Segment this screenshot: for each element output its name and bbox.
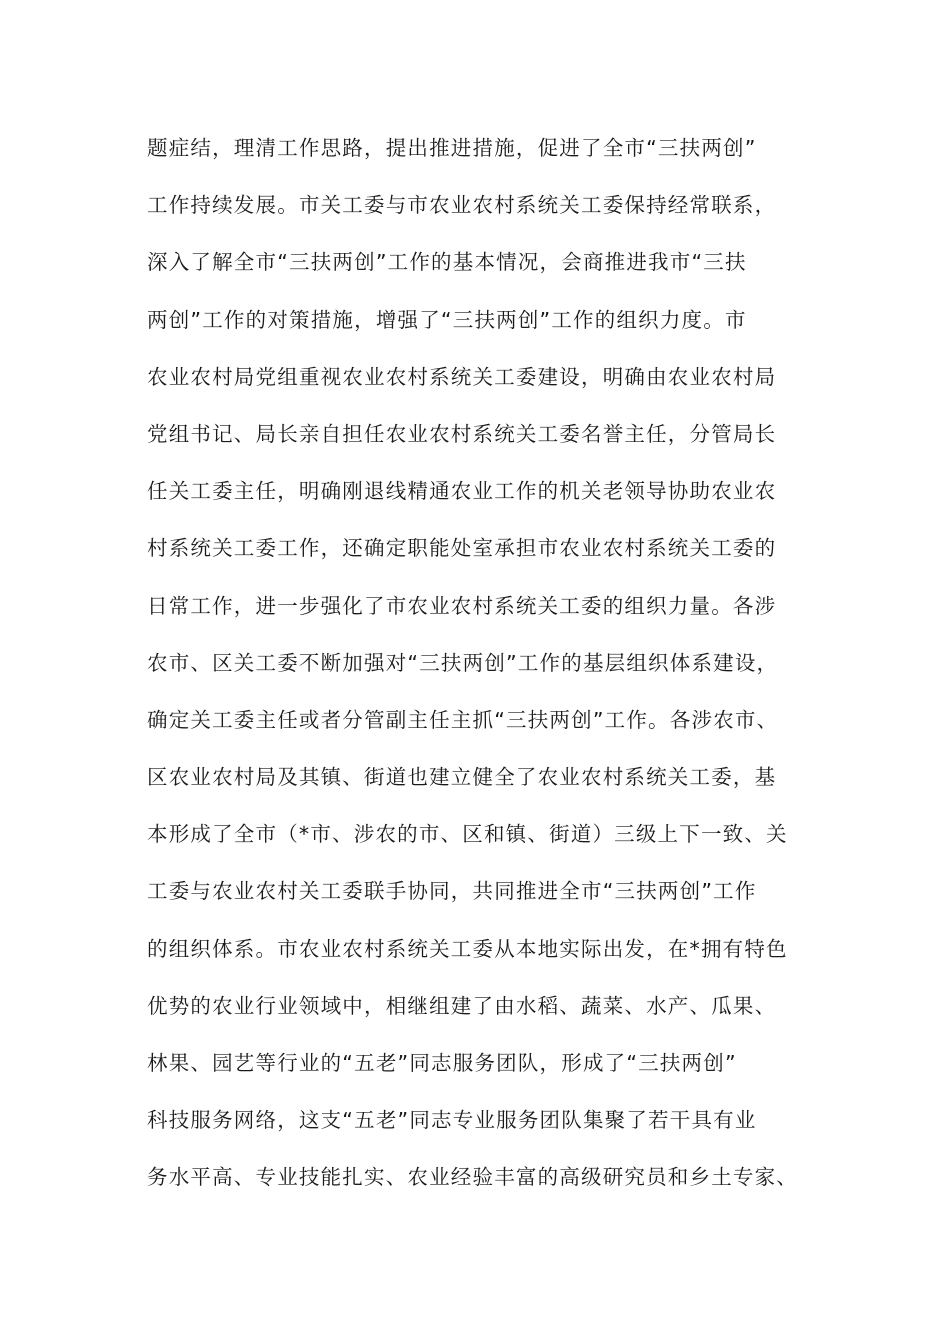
text-line: 确定关工委主任或者分管副主任主抓“三扶两创”工作。各涉农市、	[147, 707, 779, 732]
text-line: 党组书记、局长亲自担任农业农村系统关工委名誉主任，分管局长	[147, 421, 777, 446]
text-line: 本形成了全市（*市、涉农的市、区和镇、街道）三级上下一致、关	[147, 822, 788, 847]
text-line: 优势的农业行业领域中，相继组建了由水稻、蔬菜、水产、瓜果、	[147, 993, 777, 1018]
text-line: 农业农村局党组重视农业农村系统关工委建设，明确由农业农村局	[147, 364, 777, 389]
text-line: 日常工作，进一步强化了市农业农村系统关工委的组织力量。各涉	[147, 593, 777, 618]
text-line: 的组织体系。市农业农村系统关工委从本地实际出发，在*拥有特色	[147, 936, 788, 961]
text-line: 林果、园艺等行业的“五老”同志服务团队，形成了“三扶两创”	[147, 1051, 737, 1075]
text-line: 科技服务网络，这支“五老”同志专业服务团队集聚了若干具有业	[147, 1108, 757, 1133]
text-line: 农市、区关工委不断加强对“三扶两创”工作的基层组织体系建设，	[147, 650, 779, 675]
text-line: 深入了解全市“三扶两创”工作的基本情况，会商推进我市“三扶	[147, 250, 747, 275]
text-line: 务水平高、专业技能扎实、农业经验丰富的高级研究员和乡土专家、	[147, 1165, 798, 1190]
text-line: 区农业农村局及其镇、街道也建立健全了农业农村系统关工委，基	[147, 765, 777, 790]
text-line: 村系统关工委工作，还确定职能处室承担市农业农村系统关工委的	[147, 536, 777, 561]
body-paragraph	[147, 128, 827, 1215]
text-line: 两创”工作的对策措施，增强了“三扶两创”工作的组织力度。市	[147, 307, 747, 332]
text-line: 工委与农业农村关工委联手协同，共同推进全市“三扶两创”工作	[147, 879, 757, 904]
text-line: 题症结，理清工作思路，提出推进措施，促进了全市“三扶两创”	[147, 136, 757, 160]
text-line: 任关工委主任，明确刚退线精通农业工作的机关老领导协助农业农	[147, 479, 777, 504]
text-line: 工作持续发展。市关工委与市农业农村系统关工委保持经常联系，	[147, 193, 777, 218]
